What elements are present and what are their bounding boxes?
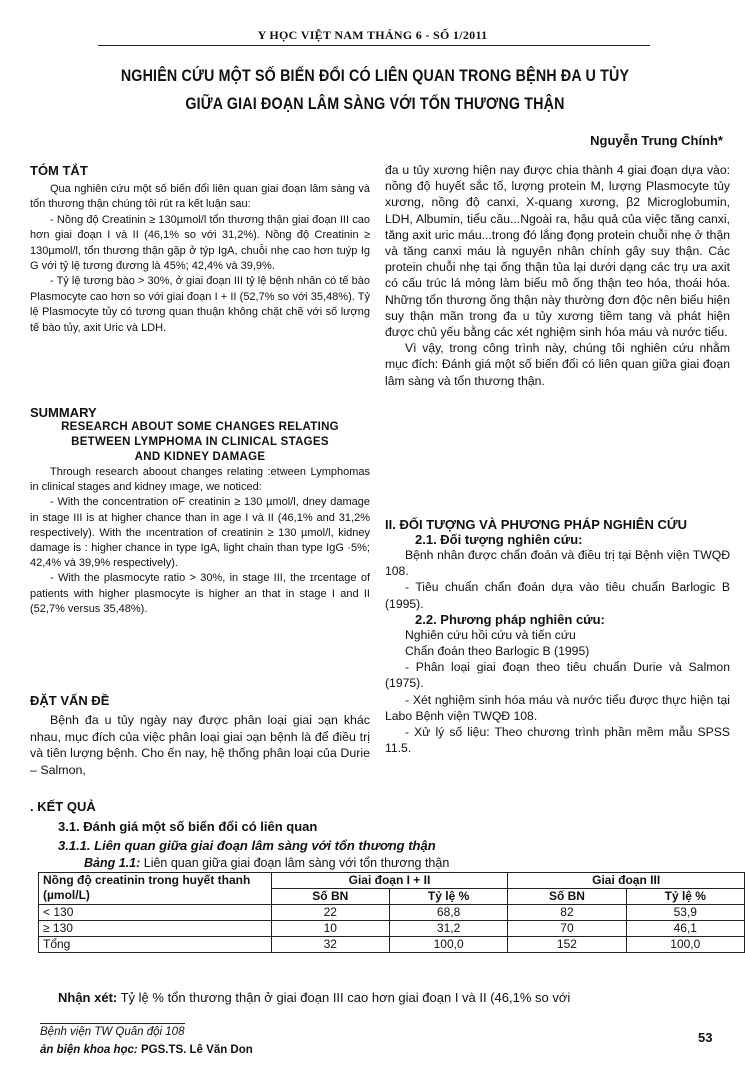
methods-heading: II. ĐỐI TƯỢNG VÀ PHƯƠNG PHÁP NGHIÊN CỨU bbox=[385, 517, 688, 532]
results-sub-1: 3.1. Đánh giá một số biến đổi có liên quan bbox=[58, 819, 318, 834]
table-sub-n-1: Số BN bbox=[271, 889, 389, 905]
title-line-2: GIỮA GIAI ĐOẠN LÂM SÀNG VỚI TỔN THƯƠNG THẬN bbox=[185, 94, 565, 113]
intro-section bbox=[30, 693, 370, 778]
methods-sub1-p1: Bệnh nhân được chẩn đoán và điều trị tại Bệnh viện TWQĐ 108. bbox=[385, 548, 730, 579]
header-rule bbox=[98, 45, 650, 46]
table-row bbox=[39, 905, 745, 921]
right-para-2: Vì vậy, trong công trình này, chúng tôi nghiên cứu nhằm mục đích: Đánh giá một số biến đổi có liên quan giữa giai đoạn lâm sàng và tổn thương thận. bbox=[385, 341, 730, 388]
cell-n1: 22 bbox=[271, 905, 389, 921]
cell-n2: 152 bbox=[508, 937, 626, 953]
remark-label: Nhận xét: bbox=[58, 990, 118, 1005]
abstract-vi-point-2: - Tỷ lệ tương bào > 30%, ở giai đoạn III tỷ lệ bệnh nhân có tế bào Plasmocyte cao hơn so với giai đoạn I + II (52,7% so với 35,48%). Tỷ lệ Plasmocyte tủy có tương quan thuận không chặt chẽ với số lượng tế bào tủy, axit Uric và LDH. bbox=[30, 275, 370, 334]
abstract-vi-heading: TÓM TẮT bbox=[30, 163, 88, 178]
table-row bbox=[39, 937, 745, 953]
summary-point-1: - With the concentration oF creatinin ≥ 130 µmol/l, dney damage in stage III is at higher chance than in age I và II (46,1% and 31,2% respectively). With the ıncentration of creatinin ≥ 130 µmol/l, kidney damage is : higher chance in type IgA, light chain than type IgG ·5%; 42,4% và 39,9% respectively). bbox=[30, 496, 370, 570]
abstract-vi bbox=[30, 163, 370, 336]
page-number: 53 bbox=[698, 1030, 713, 1045]
cell-n2: 82 bbox=[508, 905, 626, 921]
methods-sub1-p2: - Tiêu chuẩn chẩn đoán dựa vào tiêu chuẩn Barlogic B (1995). bbox=[385, 580, 730, 611]
journal-header: Y HỌC VIỆT NAM THÁNG 6 - SỐ 1/2011 bbox=[257, 28, 488, 42]
right-column bbox=[385, 162, 730, 389]
abstract-vi-point-1: - Nồng độ Creatinin ≥ 130µmol/l tổn thương thận giai đoạn III cao hơn giai đoạn I và II (46,1% so với 31,2%). Nồng độ Creatinin ≥ 130µmol/l, tổn thương thận gặp ở týp IgA, chuỗi nhẹ cao hơn tuýp Ig G với tỷ lệ tương đương là 45%; 42,4% và 39,9%. bbox=[30, 213, 370, 273]
table-1-1 bbox=[38, 872, 745, 953]
table-sub-pct-2: Tỷ lệ % bbox=[626, 889, 744, 905]
methods-sub2-p5: - Xử lý số liệu: Theo chương trình phần mềm mẫu SPSS 11.5. bbox=[385, 725, 730, 756]
footnote-rule bbox=[40, 1023, 185, 1024]
table-header-group-2: Giai đoạn III bbox=[508, 873, 745, 889]
title-line-1: NGHIÊN CỨU MỘT SỐ BIẾN ĐỔI CÓ LIÊN QUAN TRONG BỆNH ĐA U TỦY bbox=[120, 66, 630, 85]
methods-sub-2: 2.2. Phương pháp nghiên cứu: bbox=[415, 611, 605, 627]
abstract-vi-intro: Qua nghiên cứu một số biến đổi liên quan giai đoạn lâm sàng và tổn thương thận chúng tôi rút ra kết luận sau: bbox=[30, 183, 370, 211]
methods-sub2-p3: - Phân loại giai đoạn theo tiêu chuẩn Durie và Salmon (1975). bbox=[385, 660, 730, 691]
summary-title-line-2: BETWEEN LYMPHOMA IN CLINICAL STAGES bbox=[71, 436, 329, 448]
remark-text: Tỷ lệ % tổn thương thận ở giai đoạn III cao hơn giai đoạn I và II (46,1% so với bbox=[117, 990, 571, 1005]
summary bbox=[30, 405, 370, 617]
cell-p2: 46,1 bbox=[626, 921, 744, 937]
cell-n1: 32 bbox=[271, 937, 389, 953]
methods-sub2-p2: Chẩn đoán theo Barlogic B (1995) bbox=[405, 644, 590, 659]
table-row bbox=[39, 921, 745, 937]
row-label: ≥ 130 bbox=[39, 921, 272, 937]
row-label: Tổng bbox=[39, 937, 272, 953]
summary-title-line-1: RESEARCH ABOUT SOME CHANGES RELATING bbox=[61, 421, 339, 433]
results-heading: . KẾT QUẢ bbox=[30, 799, 96, 814]
table-sub-pct-1: Tỷ lệ % bbox=[389, 889, 507, 905]
footnote-affiliation: Bệnh viện TW Quân đội 108 bbox=[40, 1026, 185, 1038]
intro-heading: ĐẶT VẤN ĐỀ bbox=[30, 693, 110, 708]
table-sub-n-2: Số BN bbox=[508, 889, 626, 905]
row-label: < 130 bbox=[39, 905, 272, 921]
cell-p2: 53,9 bbox=[626, 905, 744, 921]
summary-title-line-3: AND KIDNEY DAMAGE bbox=[134, 451, 266, 463]
methods-sub2-p4: - Xét nghiệm sinh hóa máu và nước tiểu được thực hiện tại Labo Bệnh viện TWQĐ 108. bbox=[385, 692, 730, 723]
right-para-1: đa u tủy xương hiện nay được chia thành 4 giai đoạn dựa vào: nồng độ huyết sắc tố, lượng protein M, lượng Plasmocyte tủy xương, nồng độ canxi, X-quang xương, β2 Microglobumin, LDH, Albumin, tiểu cầu...Ngoài ra, hậu quả của việc tăng canxi, tăng axit uric máu...trong đó lắng đọng protein chuỗi nhẹ ở thận và tăng canxi máu là nguyên nhân chính gây suy thận. Các protein chuỗi nhẹ tại ống thận tủa lại dưới dạng các trụ ưa axit có cấu trúc lá mỏng làm biểu mô ống thận teo hóa, thoái hóa. Những tổn thương ống thận này thường đơn độc nên biểu hiện suy thận mãn trong đa u tủy xương tiềm tang và phát hiện được chủ yếu bằng các xét nghiệm sinh hóa máu và nước tiểu. bbox=[385, 163, 730, 340]
cell-p1: 31,2 bbox=[389, 921, 507, 937]
summary-heading: SUMMARY bbox=[30, 405, 97, 420]
table-caption-text: Liên quan giữa giai đoạn lâm sàng với tổn thương thận bbox=[140, 856, 450, 870]
results-sub-1-1: 3.1.1. Liên quan giữa giai đoạn lâm sàng với tổn thương thận bbox=[58, 838, 436, 853]
cell-n2: 70 bbox=[508, 921, 626, 937]
summary-point-2: - With the plasmocyte ratio > 30%, in stage III, the ɪrcentage of patients with higher plasmocyte is higher an that in stage I and II (52,7% versus 35,48%). bbox=[30, 572, 370, 615]
methods-sub-1: 2.1. Đối tượng nghiên cứu: bbox=[415, 532, 583, 547]
methods-sub2-p1: Nghiên cứu hồi cứu và tiến cứu bbox=[405, 627, 576, 642]
cell-p2: 100,0 bbox=[626, 937, 744, 953]
cell-p1: 100,0 bbox=[389, 937, 507, 953]
intro-text: Bệnh đa u tủy ngày nay được phân loại giai ɔạn khác nhau, mục đích của việc phân loại giai ɔạn bệnh là để điều trị và tiên lượng bệnh. Cho ến nay, hệ thống phân loại của Durie – Salmon, bbox=[30, 713, 370, 777]
remark bbox=[58, 990, 730, 1005]
summary-intro: Through research aboout changes relating :etween Lymphomas in clinical stages and kidney ımage, we noticed: bbox=[30, 466, 370, 494]
author: Nguyễn Trung Chính* bbox=[590, 133, 723, 148]
footnote-reviewer bbox=[40, 1044, 253, 1056]
table-header-group-1: Giai đoạn I + II bbox=[271, 873, 508, 889]
footnote-reviewer-label: ản biện khoa học: bbox=[40, 1044, 138, 1056]
methods-section bbox=[385, 517, 730, 756]
cell-n1: 10 bbox=[271, 921, 389, 937]
table-caption-label: Bảng 1.1: bbox=[84, 856, 141, 870]
footnote-reviewer-name: PGS.TS. Lê Văn Don bbox=[137, 1044, 253, 1056]
cell-p1: 68,8 bbox=[389, 905, 507, 921]
table-header-main: Nồng độ creatinin trong huyết thanh (µmol/L) bbox=[39, 873, 272, 905]
table-caption bbox=[84, 856, 449, 870]
